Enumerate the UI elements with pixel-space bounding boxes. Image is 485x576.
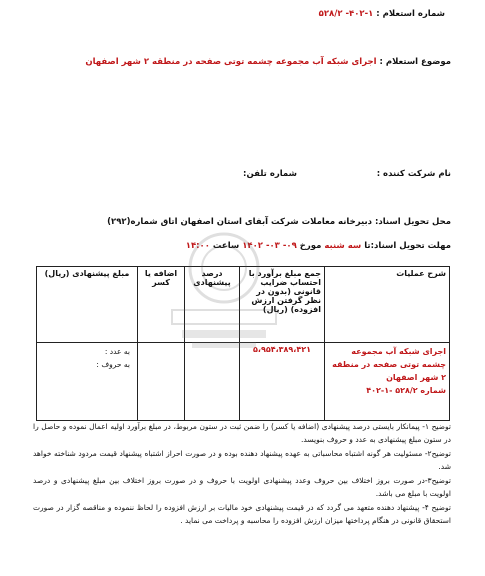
phone-label: شماره تلفن:: [243, 169, 297, 179]
note-1: توضیح ۱- پیمانکار بایستی درصد پیشنهادی (اضافه یا کسر) را ضمن ثبت در ستون مربوط، در مبلغ برآورد اولیه اعمال نموده و حاصل را در ستون مبلغ پیشنهادی به عدد و حروف بنویسد.: [33, 422, 451, 444]
row-description-cell: [325, 343, 450, 421]
row-percent-input[interactable]: [185, 343, 240, 421]
header-percent: درصد پیشنهادی: [185, 267, 240, 343]
deadline-date: ۰۹- ۰۳- ۱۴۰۲: [242, 241, 297, 251]
subject-label: موضوع استعلام :: [379, 57, 451, 67]
deadline-time: ۱۴:۰۰: [185, 241, 210, 251]
inquiry-number: ۱-۴۰۲- ۵۲۸/۲: [318, 9, 374, 19]
row-number: شماره ۵۲۸/۲ -۱-۴۰۲: [366, 386, 446, 395]
note-3: توضیح۳-در صورت بروز اختلاف بین حروف وعدد پیشنهادی اولویت با حروف و در صورت بروز اختلاف بین مبلغ پیشنهادی و درصد اولویت با مبلغ می باشد.: [33, 476, 451, 498]
table-header-row: [37, 267, 450, 343]
header-total: جمع مبلغ برآورد با احتساب ضرایب قانونی (بدون در نظر گرفتن ارزش افزوده) (ریال): [240, 267, 325, 343]
delivery-place: محل تحویل اسناد: دبیرخانه معاملات شرکت آبفای استان اصفهان اتاق شماره(۲۹۲): [107, 217, 451, 227]
inquiry-number-label: شماره استعلام :: [376, 9, 445, 19]
table-row: [37, 343, 450, 421]
row-total: ۵،۹۵۴،۳۸۹،۴۲۱: [240, 343, 325, 421]
row-price-cell[interactable]: [37, 343, 138, 421]
company-name-label: نام شرکت کننده :: [376, 169, 451, 179]
row-add-subtract-input[interactable]: [138, 343, 185, 421]
header-price: مبلغ پیشنهادی (ریال): [37, 267, 138, 343]
deadline-date-label: مورخ: [299, 241, 322, 251]
notes-section: [33, 420, 451, 528]
price-digits-label: به عدد :: [104, 347, 130, 356]
row-description: اجرای شبکه آب مجموعه چشمه توتی صفحه در منطقه ۲ شهر اصفهان: [332, 347, 446, 382]
price-words-label: به حروف :: [96, 360, 130, 369]
deadline-label: مهلت تحویل اسناد:تا: [364, 241, 451, 251]
inquiry-number-row: [319, 8, 445, 20]
header-description: شرح عملیات: [325, 267, 450, 343]
subject-row: [85, 56, 451, 68]
note-2: توضیح۲- مسئولیت هر گونه اشتباه محاسباتی به عهده پیشنهاد دهنده بوده و در صورت احراز اشتباه پیشنهاد قیمت مردود شناخته خواهد شد.: [33, 449, 451, 471]
header-add-subtract: اضافه یا کسر: [138, 267, 185, 343]
note-4: توضیح ۴- پیشنهاد دهنده متعهد می گردد که در قیمت پیشنهادی خود مالیات بر ارزش افزوده را لحاظ ننموده و مناقصه گزار در صورت استحقاق قانونی در هنگام پرداختها میزان ارزش افزوده را محاسبه و پرداخت می نماید .: [33, 503, 451, 525]
deadline-day: سه شنبه: [324, 241, 362, 251]
operations-table: [36, 266, 450, 421]
deadline-time-label: ساعت: [212, 241, 240, 251]
subject-value: اجرای شبکه آب مجموعه چشمه توتی صفحه در منطقه ۲ شهر اصفهان: [85, 57, 377, 67]
deadline-row: [186, 240, 451, 252]
